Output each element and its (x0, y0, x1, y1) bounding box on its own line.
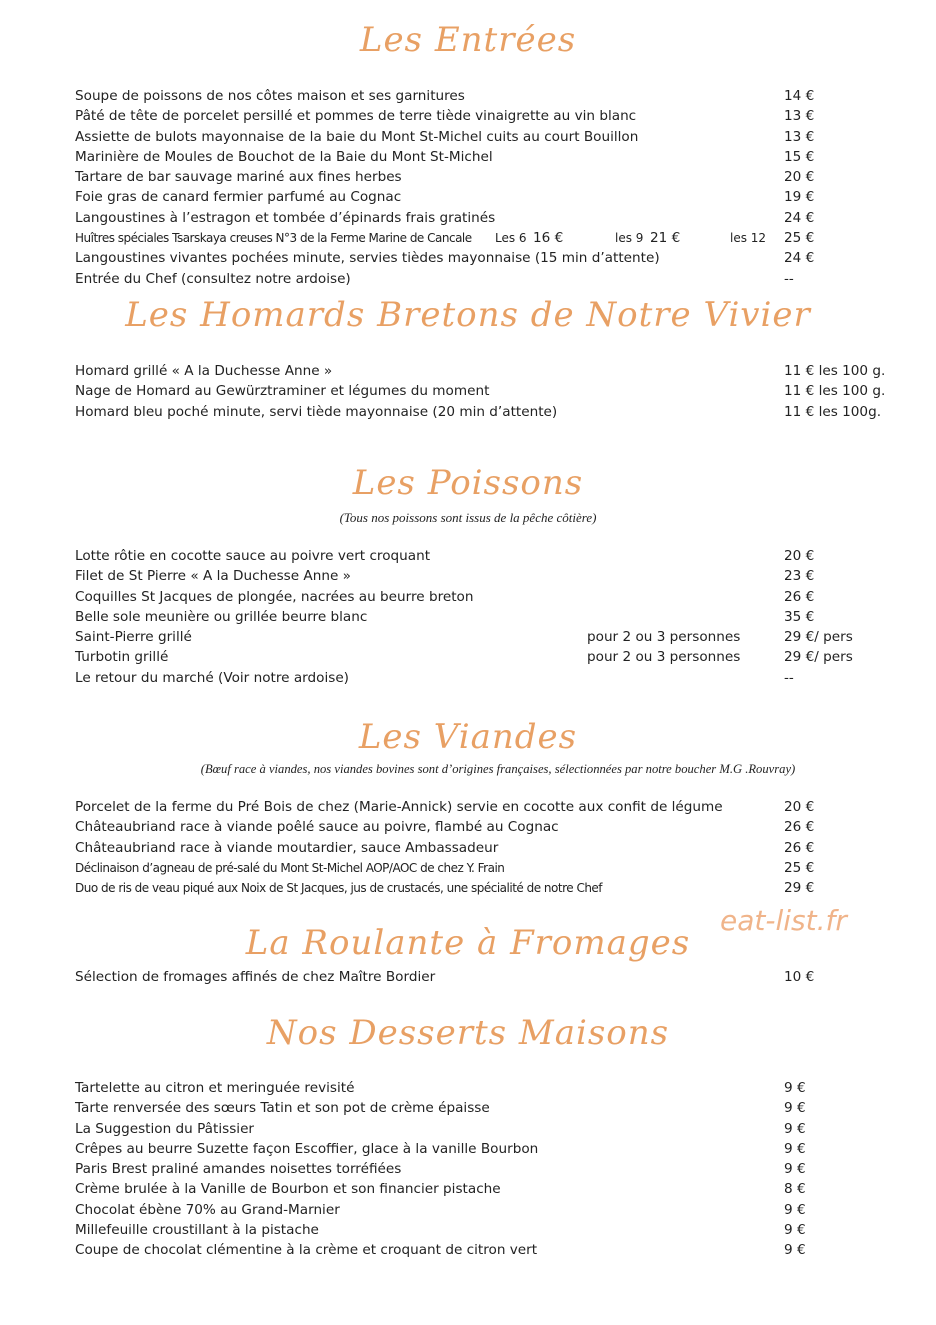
item-price: 26 € (784, 588, 815, 605)
item-price: 23 € (784, 568, 815, 585)
oyster-price-6: 16 € (533, 230, 564, 247)
item-price: 25 € (784, 230, 815, 247)
viandes-list (75, 797, 885, 898)
oyster-qty-6: Les 6 (495, 231, 527, 246)
item-price: 19 € (784, 189, 815, 206)
item-name: Tartare de bar sauvage mariné aux fines herbes (75, 169, 402, 186)
list-item (75, 566, 885, 586)
list-item (75, 878, 885, 898)
list-item (75, 1139, 885, 1159)
list-item (75, 817, 885, 837)
section-title-homards: Les Homards Bretons de Notre Vivier (125, 295, 811, 335)
list-item (75, 1240, 885, 1260)
list-item (75, 187, 885, 207)
item-name: Sélection de fromages affinés de chez Maître Bordier (75, 969, 436, 985)
item-name: Paris Brest praliné amandes noisettes torréfiées (75, 1161, 402, 1178)
item-name: Marinière de Moules de Bouchot de la Baie du Mont St-Michel (75, 148, 493, 165)
list-item (75, 546, 885, 566)
item-name: Langoustines à l’estragon et tombée d’épinards frais gratinés (75, 209, 496, 226)
list-item (75, 1078, 885, 1098)
list-item (75, 607, 885, 627)
item-price: 15 € (784, 148, 815, 165)
poissons-list (75, 546, 885, 688)
item-price: 29 €/ pers (784, 649, 853, 666)
item-price: 26 € (784, 839, 815, 856)
oyster-qty-9: les 9 (615, 231, 644, 246)
item-name: Déclinaison d’agneau de pré-salé du Mont St-Michel AOP/AOC de chez Y. Frain (75, 860, 505, 875)
list-item (75, 381, 885, 401)
item-price: 9 € (784, 1100, 806, 1117)
item-name: Porcelet de la ferme du Pré Bois de chez (Marie-Annick) servie en cocotte aux confit de légume (75, 799, 723, 815)
item-portion: pour 2 ou 3 personnes (587, 649, 741, 666)
item-name: Entrée du Chef (consultez notre ardoise) (75, 270, 351, 287)
item-price: 24 € (784, 209, 815, 226)
item-name: Le retour du marché (Voir notre ardoise) (75, 669, 349, 686)
list-item (75, 587, 885, 607)
list-item (75, 1098, 885, 1118)
item-price: 9 € (784, 1242, 806, 1259)
item-name: Filet de St Pierre « A la Duchesse Anne » (75, 568, 351, 585)
list-item (75, 402, 885, 422)
item-name: Duo de ris de veau piqué aux Noix de St Jacques, jus de crustacés, une spécialité de notre Chef (75, 881, 603, 896)
item-price: 11 € les 100 g. (784, 383, 886, 400)
item-price: 9 € (784, 1161, 806, 1178)
watermark: eat-list.fr (720, 904, 847, 937)
list-item (75, 838, 885, 858)
oyster-price-9: 21 € (650, 230, 681, 247)
list-item (75, 106, 885, 126)
list-item (75, 269, 885, 289)
section-title-desserts: Nos Desserts Maisons (266, 1013, 670, 1053)
item-name: Châteaubriand race à viande poêlé sauce au poivre, flambé au Cognac (75, 819, 559, 836)
list-item (75, 86, 885, 106)
item-name: La Suggestion du Pâtissier (75, 1120, 255, 1137)
item-name: Foie gras de canard fermier parfumé au Cognac (75, 189, 402, 206)
list-item (75, 248, 885, 268)
item-name: Belle sole meunière ou grillée beurre blanc (75, 608, 368, 625)
list-item (75, 167, 885, 187)
section-title-fromages: La Roulante à Fromages (245, 923, 691, 963)
list-item (75, 1159, 885, 1179)
list-item (75, 1179, 885, 1199)
list-item (75, 627, 885, 647)
list-item (75, 1119, 885, 1139)
item-name: Coquilles St Jacques de plongée, nacrées au beurre breton (75, 588, 474, 605)
item-portion: pour 2 ou 3 personnes (587, 629, 741, 646)
item-name: Homard bleu poché minute, servi tiède mayonnaise (20 min d’attente) (75, 403, 558, 420)
item-price: 14 € (784, 88, 815, 104)
item-name: Crème brulée à la Vanille de Bourbon et son financier pistache (75, 1181, 501, 1198)
list-item (75, 208, 885, 228)
item-name: Crêpes au beurre Suzette façon Escoffier, glace à la vanille Bourbon (75, 1140, 539, 1157)
item-price: 11 € les 100 g. (784, 363, 886, 379)
item-price: 11 € les 100g. (784, 403, 882, 420)
item-name: Pâté de tête de porcelet persillé et pommes de terre tiède vinaigrette au vin blanc (75, 108, 637, 125)
list-item (75, 1220, 885, 1240)
section-subtitle-viandes: (Bœuf race à viandes, nos viandes bovines sont d’origines françaises, sélectionnées par notre boucher M.G .Rouvray) (200, 762, 796, 776)
item-name: Tarte renversée des sœurs Tatin et son pot de crème épaisse (75, 1100, 490, 1117)
list-item (75, 361, 885, 381)
desserts-list (75, 1078, 885, 1261)
section-title-viandes: Les Viandes (358, 717, 578, 757)
item-price: 9 € (784, 1140, 806, 1157)
fromages-list (75, 967, 885, 987)
item-price: 24 € (784, 250, 815, 267)
list-item (75, 147, 885, 167)
list-item (75, 858, 885, 878)
list-item (75, 647, 885, 667)
item-price: 13 € (784, 108, 815, 125)
item-name: Chocolat ébène 70% au Grand-Marnier (75, 1201, 340, 1218)
homards-list (75, 361, 885, 422)
item-price: 26 € (784, 819, 815, 836)
item-price: 20 € (784, 169, 815, 186)
item-price: 13 € (784, 128, 815, 145)
entrees-list (75, 86, 885, 289)
item-price: 9 € (784, 1120, 806, 1137)
list-item (75, 967, 885, 987)
item-name: Châteaubriand race à viande moutardier, sauce Ambassadeur (75, 839, 499, 856)
item-price: -- (784, 669, 794, 686)
item-price: 29 € (784, 880, 815, 897)
item-price: 9 € (784, 1222, 806, 1239)
item-price: 35 € (784, 608, 815, 625)
item-price: 9 € (784, 1201, 806, 1218)
item-price: -- (784, 270, 794, 287)
item-name: Millefeuille croustillant à la pistache (75, 1222, 319, 1239)
item-price: 9 € (784, 1080, 806, 1096)
item-price: 29 €/ pers (784, 629, 853, 646)
item-price: 20 € (784, 548, 815, 564)
item-name: Coupe de chocolat clémentine à la crème et croquant de citron vert (75, 1242, 538, 1259)
oyster-row (75, 228, 885, 248)
oyster-qty-12: les 12 (730, 231, 767, 246)
section-title-entrees: Les Entrées (359, 20, 577, 60)
section-subtitle-poissons: (Tous nos poissons sont issus de la pêche côtière) (339, 510, 597, 525)
item-name: Nage de Homard au Gewürztraminer et légumes du moment (75, 383, 490, 400)
item-price: 20 € (784, 799, 815, 815)
section-title-poissons: Les Poissons (352, 463, 584, 503)
item-name: Homard grillé « A la Duchesse Anne » (75, 363, 333, 379)
item-name: Soupe de poissons de nos côtes maison et ses garnitures (75, 88, 465, 104)
item-name: Huîtres spéciales Tsarskaya creuses N°3 de la Ferme Marine de Cancale (75, 231, 472, 246)
item-name: Saint-Pierre grillé (75, 629, 192, 646)
item-name: Tartelette au citron et meringuée revisité (75, 1080, 355, 1096)
list-item (75, 797, 885, 817)
list-item (75, 1200, 885, 1220)
item-price: 25 € (784, 859, 815, 876)
item-price: 8 € (784, 1181, 806, 1198)
item-name: Assiette de bulots mayonnaise de la baie du Mont St-Michel cuits au court Bouillon (75, 128, 639, 145)
list-item (75, 668, 885, 688)
item-name: Lotte rôtie en cocotte sauce au poivre vert croquant (75, 548, 431, 564)
item-name: Turbotin grillé (75, 649, 169, 666)
item-price: 10 € (784, 969, 815, 985)
list-item (75, 127, 885, 147)
item-name: Langoustines vivantes pochées minute, servies tièdes mayonnaise (15 min d’attente) (75, 250, 660, 267)
